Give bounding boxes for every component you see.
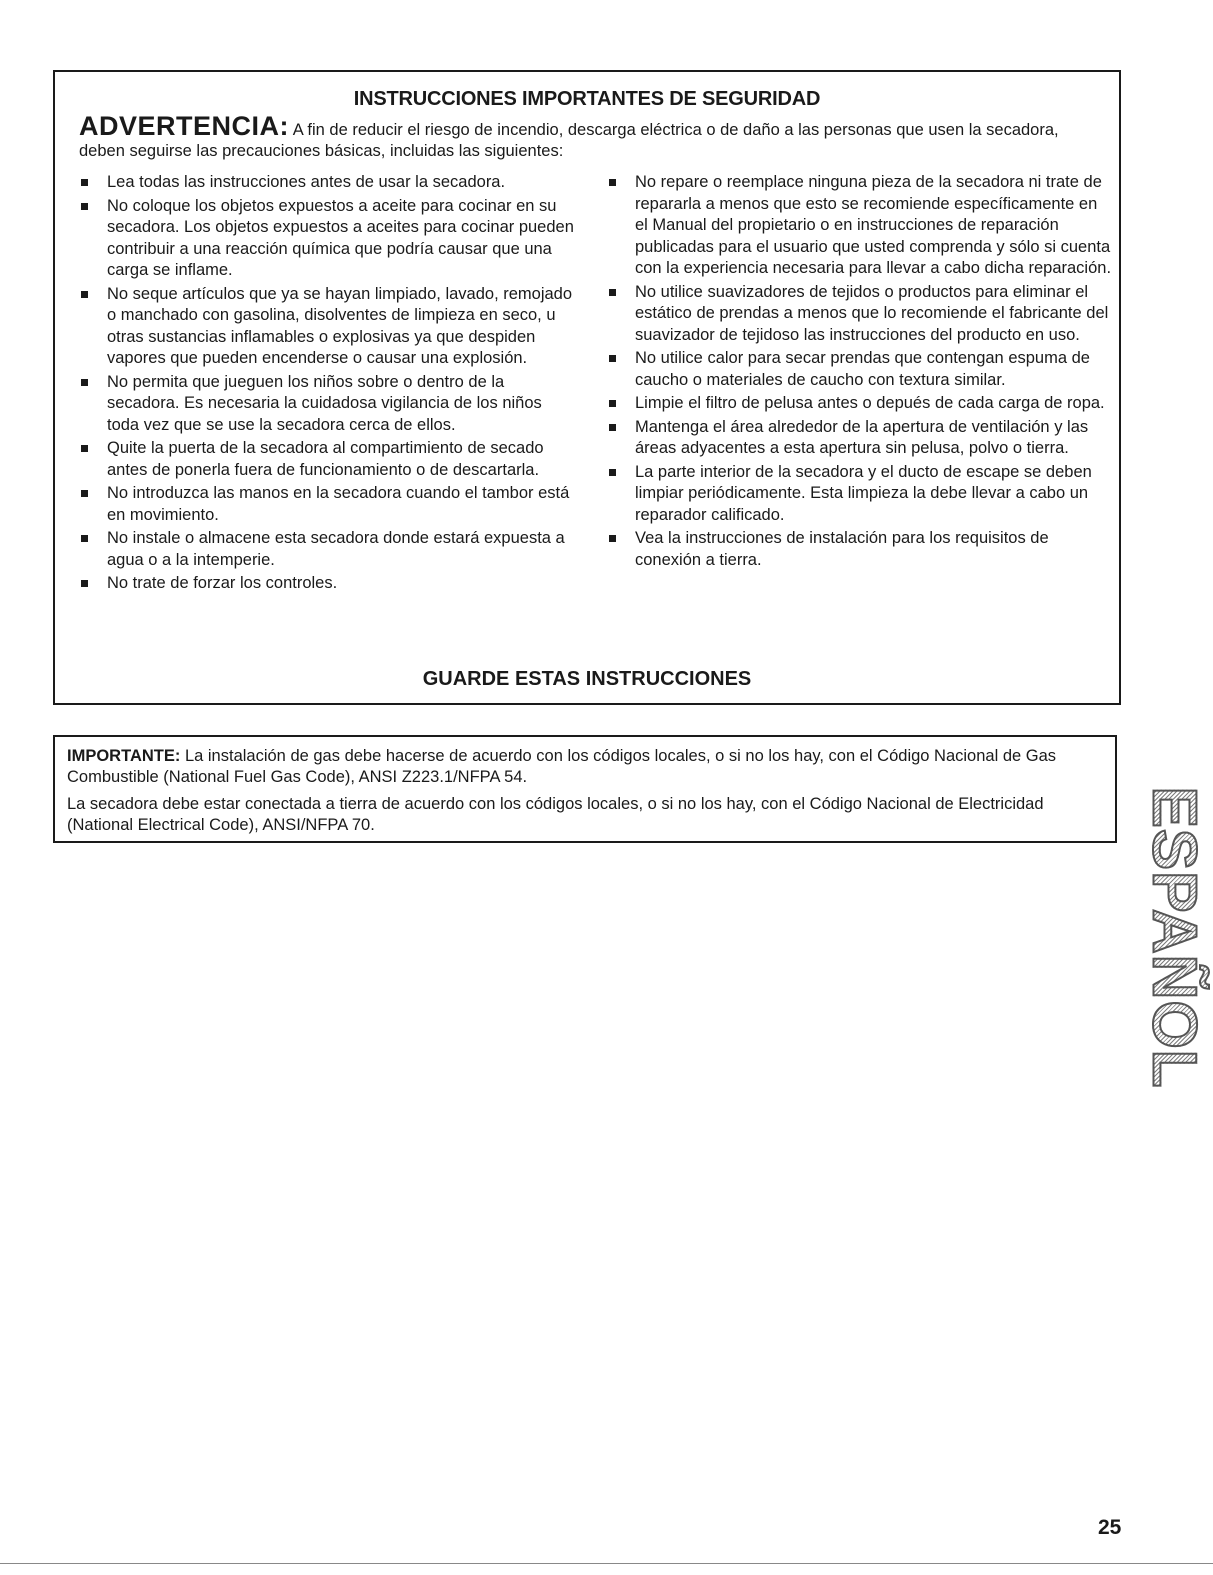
square-bullet-icon xyxy=(609,424,616,431)
list-item xyxy=(605,393,1113,415)
list-item-text: Mantenga el área alrededor de la apertura de ventilación y las áreas adyacentes a esta apertura sin pelusa, polvo o tierra. xyxy=(635,417,1089,457)
save-instructions-title: GUARDE ESTAS INSTRUCCIONES xyxy=(422,668,752,690)
square-bullet-icon xyxy=(81,291,88,298)
square-bullet-icon xyxy=(609,179,616,186)
list-item-text: No coloque los objetos expuestos a aceite para cocinar en su secadora. Los objetos expuestos a aceites para cocinar pueden contribuir a una reacción química que podría causar que una carga se inflame. xyxy=(107,196,574,279)
list-item xyxy=(77,372,577,437)
square-bullet-icon xyxy=(81,490,88,497)
square-bullet-icon xyxy=(81,580,88,587)
list-item xyxy=(77,196,577,282)
important-notice-box xyxy=(53,735,1117,843)
safety-instructions-box xyxy=(53,70,1121,705)
list-item xyxy=(77,483,577,526)
list-item-text: Vea la instrucciones de instalación para los requisitos de conexión a tierra. xyxy=(635,529,1049,569)
list-item xyxy=(77,573,577,595)
safety-title: INSTRUCCIONES IMPORTANTES DE SEGURIDAD xyxy=(353,88,821,110)
list-item-text: No instale o almacene esta secadora donde estará expuesta a agua o a la intemperie. xyxy=(107,529,565,569)
list-item-text: No repare o reemplace ninguna pieza de la secadora ni trate de repararla a menos que esto se recomiende específicamente en el Manual del propietario o en instrucciones de reparación publicadas para el usuario que usted comprenda y sólo si cuenta con la experiencia necesaria para llevar a cabo dicha reparación. xyxy=(635,173,1112,277)
safety-list-right xyxy=(605,172,1113,573)
list-item-text: La parte interior de la secadora y el ducto de escape se deben limpiar periódicamente. Esta limpieza la debe llevar a cabo un reparador calificado. xyxy=(635,462,1092,524)
gas-notice xyxy=(67,746,1103,788)
square-bullet-icon xyxy=(81,203,88,210)
square-bullet-icon xyxy=(609,469,616,476)
square-bullet-icon xyxy=(81,535,88,542)
list-item xyxy=(605,417,1113,460)
square-bullet-icon xyxy=(609,400,616,407)
list-item-text: No introduzca las manos en la secadora cuando el tambor está en movimiento. xyxy=(107,484,570,524)
list-item xyxy=(77,438,577,481)
list-item xyxy=(77,528,577,571)
list-item-text: Quite la puerta de la secadora al compartimiento de secado antes de ponerla fuera de funcionamiento o de descartarla. xyxy=(107,439,544,479)
square-bullet-icon xyxy=(609,355,616,362)
list-item-text: No seque artículos que ya se hayan limpiado, lavado, remojado o manchado con gasolina, disolventes de limpieza en seco, u otras sustancias inflamables o explosivas ya que despiden vapores que pueden encenderse o causar una explosión. xyxy=(107,284,573,367)
list-item xyxy=(605,172,1113,280)
list-item xyxy=(605,528,1113,571)
square-bullet-icon xyxy=(609,289,616,296)
safety-list-left xyxy=(77,172,577,597)
language-side-tab-label: ESPAÑOL xyxy=(1139,786,1209,1089)
list-item xyxy=(77,284,577,370)
square-bullet-icon xyxy=(609,535,616,542)
bottom-divider xyxy=(0,1563,1213,1564)
important-label: IMPORTANTE: xyxy=(67,747,181,765)
list-item xyxy=(605,462,1113,527)
list-item xyxy=(605,348,1113,391)
list-item-text: No trate de forzar los controles. xyxy=(107,574,338,592)
page-number: 25 xyxy=(1098,1516,1122,1539)
list-item-text: No permita que jueguen los niños sobre o dentro de la secadora. Es necesaria la cuidadosa vigilancia de los niños toda vez que se use la secadora cerca de ellos. xyxy=(107,372,542,434)
electric-notice: La secadora debe estar conectada a tierra de acuerdo con los códigos locales, o si no los hay, con el Código Nacional de Electricidad (National Electrical Code), ANSI/NFPA 70. xyxy=(67,795,1044,834)
square-bullet-icon xyxy=(81,445,88,452)
list-item-text: Lea todas las instrucciones antes de usar la secadora. xyxy=(107,173,506,191)
warning-paragraph xyxy=(79,111,1095,162)
list-item-text: No utilice suavizadores de tejidos o productos para eliminar el estático de prendas a menos que lo recomiende el fabricante del suavizador de tejidoso las instrucciones del producto en uso. xyxy=(635,282,1109,344)
square-bullet-icon xyxy=(81,379,88,386)
warning-word: ADVERTENCIA: xyxy=(79,111,290,141)
list-item-text: Limpie el filtro de pelusa antes o depués de cada carga de ropa. xyxy=(635,394,1105,412)
gas-notice-text: La instalación de gas debe hacerse de acuerdo con los códigos locales, o si no los hay, con el Código Nacional de Gas Combustible (National Fuel Gas Code), ANSI Z223.1/NFPA 54. xyxy=(67,747,1057,786)
list-item xyxy=(77,172,577,194)
square-bullet-icon xyxy=(81,179,88,186)
warning-text: A fin de reducir el riesgo de incendio, descarga eléctrica o de daño a las personas que usen la secadora, deben seguirse las precauciones básicas, incluidas las siguientes: xyxy=(79,121,1059,160)
language-side-tab xyxy=(1139,786,1209,1089)
list-item xyxy=(605,282,1113,347)
list-item-text: No utilice calor para secar prendas que contengan espuma de caucho o materiales de caucho con textura similar. xyxy=(635,349,1090,389)
